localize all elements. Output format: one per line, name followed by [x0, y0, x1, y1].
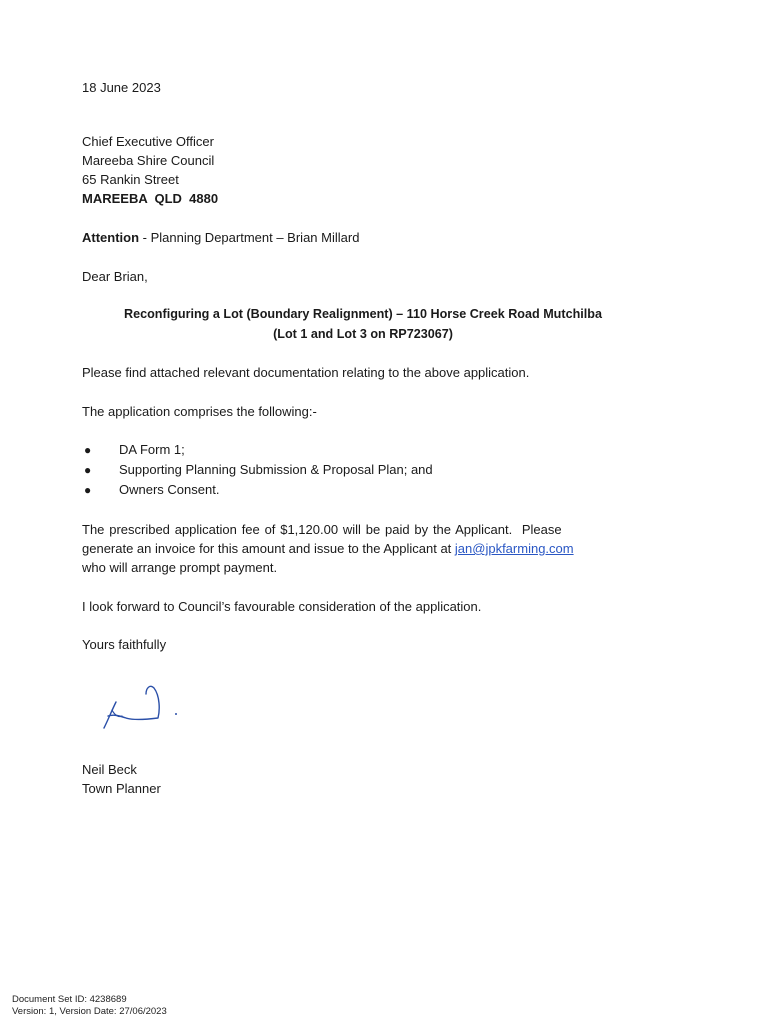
attention-label: Attention [82, 230, 140, 246]
closing-paragraph: I look forward to Council’s favourable consideration of the application. [82, 598, 482, 614]
signatory-role: Town Planner [82, 781, 161, 797]
salutation: Dear Brian, [82, 268, 148, 284]
bullet-icon: ● [84, 463, 92, 478]
subject-line-2: (Lot 1 and Lot 3 on RP723067) [273, 326, 453, 341]
subject-heading [82, 305, 644, 344]
bullet-icon: ● [84, 443, 92, 458]
list-item: ● DA Form 1; [82, 440, 644, 460]
attention-text: - Planning Department – Brian Millard [139, 230, 360, 246]
recipient-address [82, 132, 644, 209]
enclosure-list [82, 440, 644, 500]
applicant-email-link[interactable]: jan@jpkfarming.com [454, 540, 574, 556]
subject-line-1: Reconfiguring a Lot (Boundary Realignment) – 110 Horse Creek Road Mutchilba [124, 307, 602, 322]
fee-line-3: who will arrange prompt payment. [82, 560, 278, 576]
list-item: ● Supporting Planning Submission & Proposal Plan; and [82, 460, 644, 480]
recipient-organisation: Mareeba Shire Council [82, 152, 215, 168]
signoff: Yours faithfully [82, 637, 167, 653]
list-intro: The application comprises the following:- [82, 403, 317, 419]
fee-paragraph [82, 520, 644, 578]
document-footer [12, 994, 167, 1018]
recipient-title: Chief Executive Officer [82, 133, 214, 149]
signatory-name: Neil Beck [82, 762, 137, 777]
intro-paragraph: Please find attached relevant documentation relating to the above application. [82, 365, 530, 381]
attention-line [82, 228, 644, 247]
bullet-icon: ● [84, 483, 92, 498]
fee-line-2: generate an invoice for this amount and issue to the Applicant at jan@jpkfarming.com [82, 540, 574, 556]
list-item: ● Owners Consent. [82, 480, 644, 500]
letter-body [82, 78, 644, 655]
signature-image [98, 680, 188, 732]
document-set-id: Document Set ID: 4238689 [12, 994, 127, 1005]
signatory-block [82, 760, 644, 799]
letter-date: 18 June 2023 [82, 80, 161, 95]
document-version: Version: 1, Version Date: 27/06/2023 [12, 1006, 167, 1017]
fee-line-1: The prescribed application fee of $1,120.00 will be paid by the Applicant. Please [82, 521, 562, 537]
recipient-locality: MAREEBA QLD 4880 [82, 191, 219, 207]
recipient-street: 65 Rankin Street [82, 172, 179, 188]
